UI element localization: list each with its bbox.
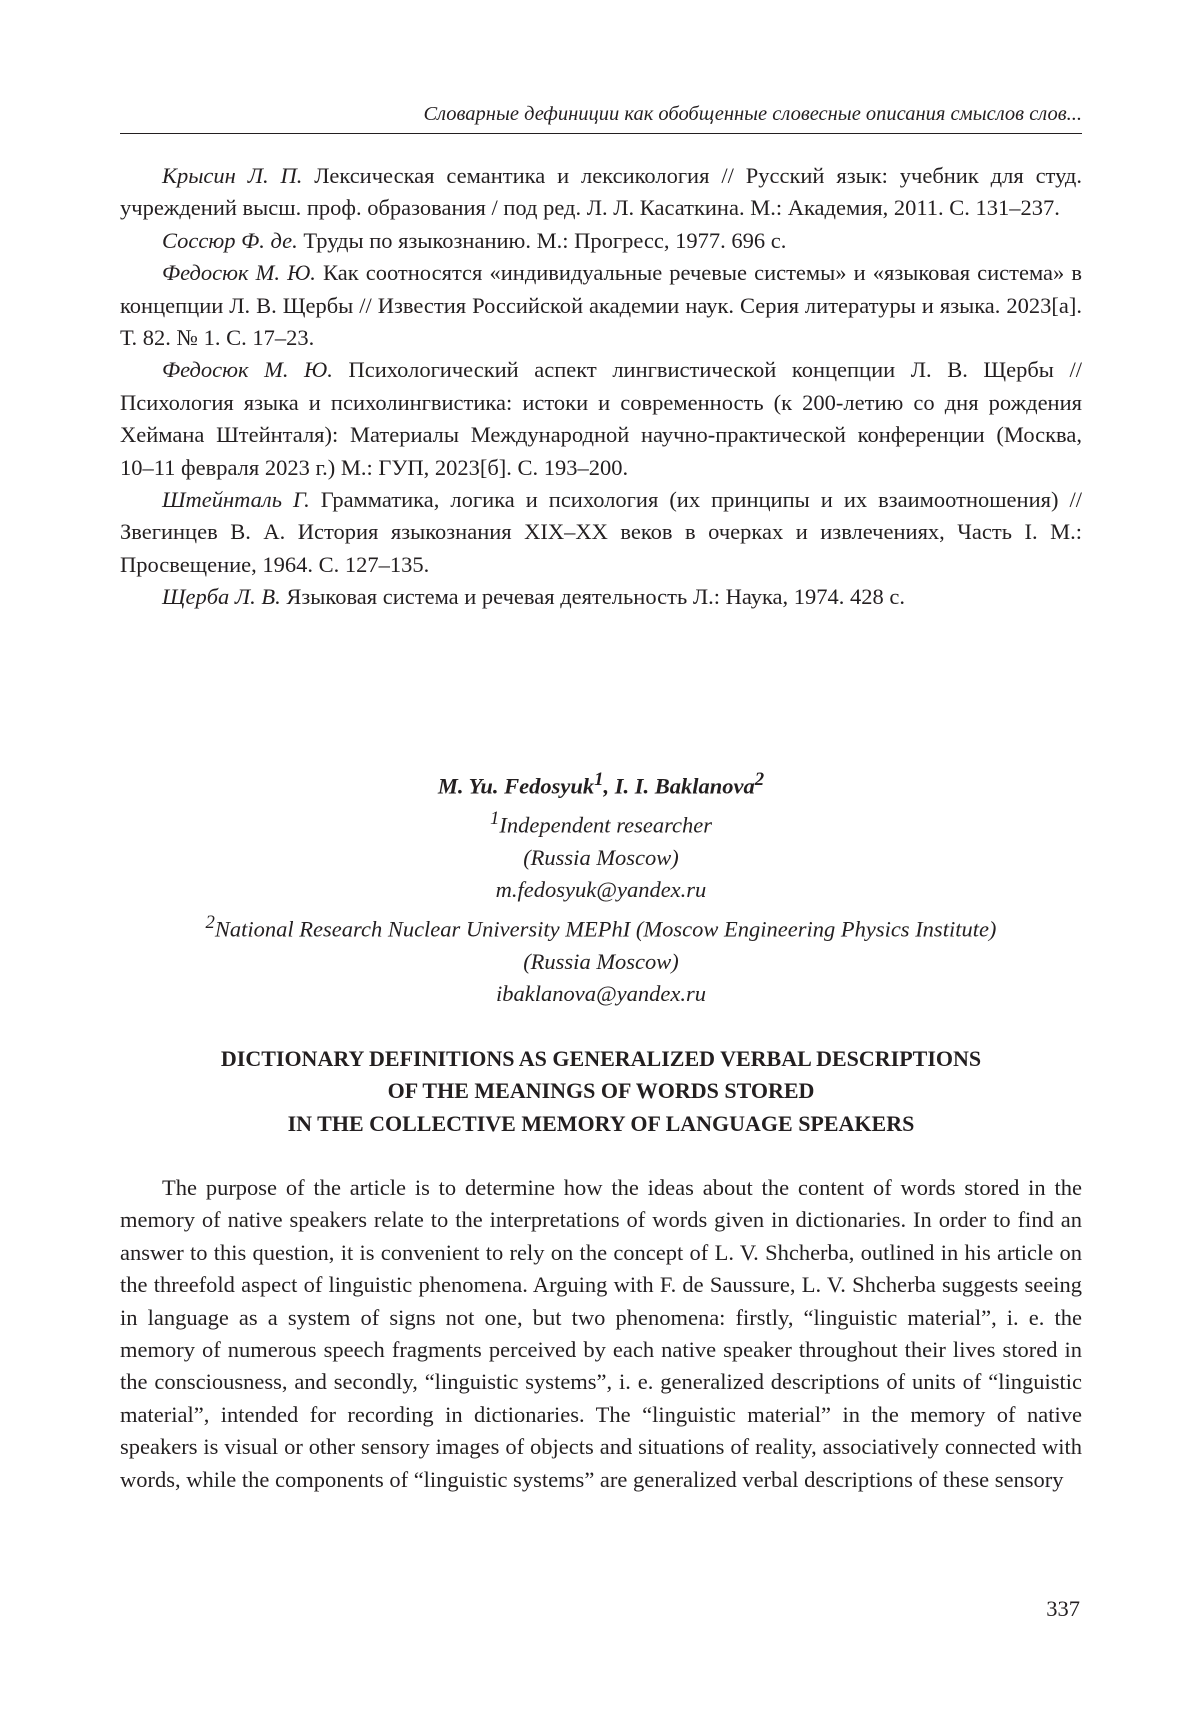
reference-list: [120, 160, 1082, 614]
header-rule: [120, 133, 1082, 134]
reference-text: Труды по языкознанию. М.: Прогресс, 1977. 696 с.: [297, 227, 787, 253]
reference-text: Языковая система и речевая деятельность Л.: Наука, 1974. 428 с.: [280, 584, 906, 610]
affiliation-2-name: National Research Nuclear University MEPhI (Moscow Engineering Physics Institute): [214, 916, 997, 942]
reference-item: [120, 160, 1082, 225]
affiliation-1-sup: 1: [489, 807, 500, 829]
reference-item: [120, 484, 1082, 581]
affiliation-1-name: Independent researcher: [499, 812, 712, 838]
title-line: IN THE COLLECTIVE MEMORY OF LANGUAGE SPEAKERS: [287, 1110, 915, 1136]
reference-item: [120, 354, 1082, 484]
reference-author: Штейнталь Г.: [162, 487, 310, 513]
reference-text: Психологический аспект лингвистической концепции Л. В. Щербы // Психология языка и психолингвистика: истоки и современность (к 200-летию со дня рождения Хеймана Штейнталя): Материалы Международной научно-практической конференции (Москва, 10–11 февраля 2023 г.) М.: ГУП, 2023[б]. С. 193–200.: [120, 357, 1082, 480]
abstract-paragraph: The purpose of the article is to determine how the ideas about the content of words stored in the memory of native speakers relate to the interpretations of words given in dictionaries. In order to find an answer to this question, it is convenient to rely on the concept of L. V. Shcherba, outlined in his article on the threefold aspect of linguistic phenomena. Arguing with F. de Saussure, L. V. Shcherba suggests seeing in language as a system of signs not one, but two phenomena: firstly, “linguistic material”, i. e. the memory of numerous speech fragments perceived by each native speaker throughout their lives stored in the consciousness, and secondly, “linguistic systems”, i. e. generalized descriptions of units of “linguistic material”, intended for recording in dictionaries. The “linguistic material” in the memory of native speakers is visual or other sensory images of objects and situations of reality, associatively connected with words, while the components of “linguistic systems” are generalized verbal descriptions of these sensory: [120, 1175, 1082, 1492]
reference-author: Соссюр Ф. де.: [162, 227, 298, 253]
email-1: m.fedosyuk@yandex.ru: [495, 877, 707, 903]
article-title: [120, 1043, 1082, 1140]
affiliation-2: [120, 907, 1082, 946]
reference-item: [120, 225, 1082, 257]
reference-text: Как соотносятся «индивидуальные речевые системы» и «языковая система» в концепции Л. В. Щербы // Известия Российской академии наук. Серия литературы и языка. 2023[а]. Т. 82. № 1. С. 17–23.: [120, 260, 1082, 351]
reference-text: Лексическая семантика и лексикология // Русский язык: учебник для студ. учреждений высш. проф. образования / под ред. Л. Л. Касаткина. М.: Академия, 2011. С. 131–237.: [120, 163, 1082, 221]
affiliation-1-location: (Russia Moscow): [523, 844, 679, 870]
author-names: [120, 764, 1082, 803]
title-line: DICTIONARY DEFINITIONS AS GENERALIZED VERBAL DESCRIPTIONS: [220, 1046, 982, 1071]
email-2: ibaklanova@yandex.ru: [495, 980, 706, 1006]
reference-item: [120, 257, 1082, 354]
page-number: 337: [1046, 1596, 1080, 1621]
reference-item: [120, 581, 1082, 613]
author-sup-2: 2: [754, 769, 765, 790]
author-block: [120, 764, 1082, 1010]
affiliation-2-sup: 2: [205, 911, 215, 933]
affiliation-1: [120, 803, 1082, 842]
reference-author: Федосюк М. Ю.: [162, 260, 316, 286]
reference-author: Крысин Л. П.: [162, 163, 303, 188]
reference-author: Федосюк М. Ю.: [162, 357, 333, 383]
reference-text: Грамматика, логика и психология (их принципы и их взаимоотношения) // Звегинцев В. А. История языкознания XIX–XX веков в очерках и извлечениях, Часть I. М.: Просвещение, 1964. С. 127–135.: [120, 487, 1082, 577]
author-name-2: I. I. Baklanova: [614, 773, 755, 799]
running-head: Словарные дефиниции как обобщенные словесные описания смыслов слов...: [423, 103, 1082, 125]
author-separator: ,: [603, 773, 615, 799]
title-line: OF THE MEANINGS OF WORDS STORED: [387, 1078, 815, 1104]
reference-author: Щерба Л. В.: [162, 584, 281, 610]
affiliation-2-location: (Russia Moscow): [523, 948, 679, 974]
author-sup-1: 1: [594, 769, 604, 790]
author-name-1: M. Yu. Fedosyuk: [437, 773, 595, 799]
